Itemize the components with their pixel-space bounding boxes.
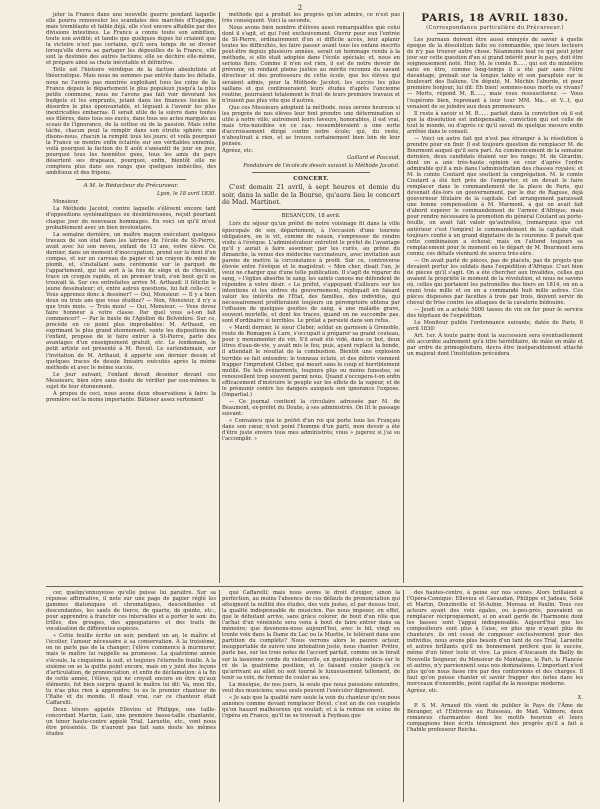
paragraph: — Ce journal contient la circulaire adressée par M. de Beaumont, ex-préfet du Doubs, à ses administrés. On lit le passage suivant: [222, 398, 400, 417]
separator [252, 172, 370, 173]
column-3 [407, 12, 583, 583]
paragraph: Art. 1er. À toute pairie dont la succession sera éventuellement été accordée autrement qu'à titre héréditaire, de mâle en mâle et par ordre de primogéniture, devra être inséparablement attaché un majorat dont l'institution précèdera [407, 333, 583, 358]
paragraph: que Caffarelli; mais nous avons le droit d'exiger, sinon la perfection, au moins l'absence de ces défauts de prononciation qui atteignent la nullité des études, des voix justes, et par dessus tout, la qualité indispensable de musicien. Pas nous imposer, en effet, que le débutant arrive, sans grâce colorer, de bout d'un rôle que l'achat d'un vénéniste sera venu à bout de faire entrer dans sa mémoire; que devenons-nous aujourd'hui, avec le bit, vingt ou trente voix dans la Dame du Lac ou la Muette, le tolérant dans une partition du complète? Nous verrons alors le pauvre acteur, insupportable de suivre une intonation juste, nous chanter: Prêtre, parle bas, sur les trois notes de l'accord parfait, comme on le ferait sur la lassionne corde du violoncelle, en quelquefois indécis sur le ré de la quatrième position, et le faisant couler jusqu'à ce qu'arrivant au sillet ou soit tourné le luxueusement tellement, de tenir sa voix, de former de couler au seu. [222, 590, 400, 681]
paragraph: jeter la France dans une nouvelle guerre pendant laquelle elle pourra renouveler les scandales des marchés d'Espagne, mais tremblante et faible déjà, elle s'est encore affaiblie par des divisions intestines. La France a connu toute son ambition, toute son avidité; et tandis que quelques dupes lui criaient que la victoire n'est pas certaine, qu'il sera temps de se diviser lorsqu'elle devra se partager les dépouilles de la France, elle suit la destinée des autres factions; elle se déchire elle-même, et prépare ainsi sa chute inévitable et définitive. [46, 12, 216, 67]
salutation: Monsieur, [53, 199, 80, 206]
paragraph: Le jour suivant, l'enfant devait dessiner devant ces Messieurs, bien sûrs sans doute de vérifier par eux-mêmes le sujet de leur étonnement. [46, 371, 216, 390]
paris-subheading: (Correspondance particulière du Précurseur.) [426, 25, 564, 31]
paragraph: — On avait parlé de pièces, pas de placets, pas de projets que devaient porter les soldats dans l'expédition d'Afrique. C'est bien de pièces qu'il s'agit. On a été chercher aux Invalides, celles qui avaient la propriété le moment de la révolution, et nous ne savons où, celles qui portaient les patronelles des hiers en 1814, on en a réuni trois mille et on en a commandé huit mille autres. Ces pièces disposées par facettes à trois par trois, doivent servir de cheval de frise contre les attaques de la cavalerie bédouine. [407, 257, 583, 307]
paragraph: Les journaux doivent être aussi ennuyés de savoir à quelle époque de la dissolution faite ou commandée, que leurs lecteurs de n'y pas trouver autre chose. Néanmoins tout ce qui peut jeter jour sur cette question d'un si grand intérêt pour le pays, doit être soigneusement noté. Hier, M. le comte B...... qui est du ministère sans en être, comme long-temps il a été pair sans l'être davantage, prenait sur la longue table et son parapluie sur le boulevart des Italiens. Un député, M. Méchin l'aborde, et pour première bonjour, lui dit: Eh bien! sommes-nous morts ou vivans? — Morts, répond M. B......, mais vous ressusciterez. — Vous l'espérons bien, reprenant à leur tour MM. Ma... et V...t, qui venaient de se joindre aux deux promeneurs. [407, 37, 583, 110]
separator [76, 179, 186, 180]
concert-text: C'est demain 21 avril, à sept heures et demie du soir, dans la salle de la Bourse, qu'aura lieu le concert de Mad. Martinet. [222, 183, 400, 207]
letter-heading: A M. le Rédacteur du Précurseur. [83, 183, 179, 190]
feuilleton-column-3 [407, 590, 583, 802]
column-1 [46, 12, 216, 583]
paragraph: Deux ténors appelés Elleviou et Philippe, une taille-concordant Martin, Lais, une première basse-taille chantante, un ténor haute-contre appelé Trial, Laruette, etc., vont nous être présentés. Ils n'auront pas fait sans doute les mêmes études [46, 706, 216, 738]
paragraph: Nous avons bien nombre d'élèves aussi remarquables que celui dont il s'agit, et qui l'ont exclusivement. Ouvrir pour eux l'entrée de St-Pierre, ordinairement d'un si difficile accès, leur aplanir toutes les difficultés, les faire passer avant tous les enfans inscrits peut-être depuis plusieurs années, serait un hommage rendu à la méthode, si elle était adoptée dans l'école spéciale; et, nous en serions fiers. Comme il n'en est rien, il est de notre devoir de prévenir, en rendant pleine justice au mérite reconnu du savant directeur et des professeurs de cette école, que les élèves qui seraient admis, pour la Méthode Jacotot, les succès les plus saillans et qui continueraient leurs études d'après l'ancienne routine, pourraient totalement le fruit de leurs premiers travaux et n'iraient pas plus vite que d'autres. [222, 25, 400, 104]
column-2 [222, 12, 400, 583]
paragraph: « Je sais que la qualité rare seule la voix du chanteur qu'on nous annonce comme devant remplacer Bevel, c'est un de ces couplets qu'on hasard malheureux qui voulait; et à la remise en scène de l'opéra en France, qu'il ne se trouvait à Feydeau que [222, 694, 400, 719]
paragraph: À propos de ceci, nous avons deux observations à faire: la première est la moins importante. Bâtisser assez vertement [46, 390, 216, 403]
paragraph: Le Moniteur publie l'ordonnance suivante, datée de Paris, 6 avril 1830: [407, 320, 583, 333]
besancon-dateline: BESANÇON, 18 avril. [281, 213, 341, 220]
signature-note: Fondateurs de l'école de dessin suivant la Méthode Jacotot. [243, 163, 400, 170]
paragraph: La semaine dernière, un maître maçon exécutant quelques travaux de son état dans les latrines de l'école de St-Pierre, avait avec lui son neveu, enfant de 13 ans, votre élève. Ce dernier, dans un moment d'inoccupation, prend sur la dent d'un compas, et sur un carreau de papier et un crayon de mine de plomb, et, s'installant sans cérémonie sur le parquet de l'appartement, qui lui sert à la fois de siège et de chevalet, trace un croquis rapide, et un premier trait, s'en bout qu'il se trouvait là. Sur ces entrefaites arrive M. Arthaud: il félicite le jeune dessinateur; et, entre autres questions, lui fait celle-ci: « Vous apprenez donc à dessiner? — Oui, Monsieur. — Il y a bien deux ou trois ans que vous étudiez? — Non, Monsieur, il n'y a que trois mois. — Trois mois! — Oui, Monsieur. — Vous devez faire honneur à votre classe. Par quel vous a-t-on fait commencer? — Par le buste de l'Apollon du Belvédère. Sur ce, procède en ce point plus improbables: M. Arthaud, en exprimant le plus grand étonnement, vante les dispositions de l'enfant, propose de le faire entrer à St-Pierre, parle des avantages d'un enseignement gratuit, etc. Le lendemain, le petit artiste est présenté à M. Revoil. Le surlendemain, sur l'invitation de M. Arthaud, il apporte son dernier dessin et quelques traces de dessin linéaire exécutés après la même méthode et avec le même succès. [46, 231, 216, 371]
separator [252, 209, 370, 210]
concert-heading: CONCERT. [293, 176, 329, 183]
paragraph: La Méthode Jacotot, contre laquelle s'élèvent encore tant d'oppositions systématiques ou désintéressées, reçoit pourtant chaque jour de nouveaux hommages. En voici un qu'il m'est probablement avec un bien involontaire. [46, 206, 216, 231]
paragraph: méthode qui a produit les progrès qu'on admire, ce n'est pas très conséquent. Voici la seconde. [222, 12, 400, 25]
paragraph: Il reste à savoir si M. B...... parlait dans la conviction où il est que la dissolution est indispensable, conviction qui est celle de tout le monde, ou d'après ce qu'il savait de quelque mesure enfin arrêtée dans le conseil. [407, 110, 583, 135]
paragraph: Que ces Messieurs adoptent la méthode, nous serons heureux si les progrès de nos élèves leur font prendre une détermination si utile à notre ville; autrement leurs faveurs, honorables, il est vrai, mais très-nuisibles en ce cas, ressembleraient à une sorte d'accroissement dirigé contre notre école; qui, du reste, n'aboutirait à rien, et se trouve certainement bien loin de leur pensée. [222, 104, 400, 147]
feuilleton-column-2 [222, 590, 400, 802]
paragraph: P. S. M. Arnaud fils vient de publier le Pays de l'Âme de Béranger, et l'Entrevue au Ruisseau, de Mad. Valmore, deux romances charmantes dont les motifs heureux et leurs compagnons bien écrits témoignent des progrès qu'il a fait à l'habile professeur Reicha. [407, 702, 583, 734]
paragraph: des hautes-contre, à peine sur nos scènes. Alors brillaient à l'Opéra-Comique: Elleviou et Gavaudan, Philippe et Jadeau, Solié et Martin, Donzinville et St-Aubin, Moreau et Paulin. Tous ces acteurs ayant des voix égales, ou à-peu-près, pouvaient se remplacer réciproquement, si on avait gardé de l'harmonie dont les basses sont l'appui indispensable. Aujourd'hui que les compositeurs sont plus à l'aise, en plus que n'ayant plus de chanteurs, ils ont cessé de composer exclusivement pour des individus, nous avons plus besoin d'un tant de ces Trial, Laruette et autres brillants qu'il ne bonnement préféré que le succès, même d'un ténor leste et vive. La pièce d'Aucassin du Bailly de Nouvelle Seigneur, du Monsieur de Montagne, le Pari, la Flancée et autres, n'y parviennent sous nos dominations. L'important n'est plus qu'on nous fasse rire par des contorsions et des charges. Il faut qu'on puisse chanter et savoir frapper des notes dans les morceaux d'ensemble, point capital de la musique moderne. [407, 590, 583, 687]
paragraph: cer, quelqu'ennuyeuse qu'elle puisse lui paraître. Sur sa réponse affirmative, il note sur une page de papier réglé les gammes diatoniques et chromatiques, descendantes et descendantes, les sauts de tierce, de quarte, de quinte, etc., pour apprendre à franchir ces intervalles et à porter le son: du trilles, des groupes, des appogiatures et des traits de vocalisation de différentes espèces. [46, 590, 216, 633]
paris-headline: PARIS, 18 AVRIL 1830. [421, 12, 569, 24]
paragraph: Telle est l'histoire véridique de la faction absolutiste et théocratique. Mais nous ne sommes pas entrés dans les détails, nous ne l'avons pas montrée exploitant tous les coins de la France depuis le département le plus populeux jusqu'à la plus petite commune, nous ne l'avons pas fait voir dévorant les budgets et les emprunts, jetant dans les finances locales le désordre le plus épouvantable, et léguant à l'avenir les plus inextricables embarras. Il serait utile de la suivre dans toutes ses filières, dans tous ses excès, dans tous ses actes marqués au sceau de l'ignorance, de la sottise ou de la passion. Mais cette tâche, chacun peut la remplir dans son étroite sphère; une disons-nous, chacun la remplit tous les jours; et voilà pourquoi la France se montre enfin éclairée sur ses véritables ennemis, voilà pourquoi la faction du 8 août s'anéantit de jour en jour, pourquoi tous les honnêtes gens, tous les amis du pays désertent ses drapeaux, pourquoi, enfin, bientôt elle ne comptera plus dans ses rangs que quelques imbéciles, des ambitieux et des fripons. [46, 67, 216, 177]
paragraph: — Jeudi on a acheté 5000 tasses de vin en fer pour le service des hôpitaux de l'expédition. [407, 307, 583, 320]
paragraph: « Cette feuille écrite un soir, pendant un an, le maître et l'écolier, l'amour nécessaire à sa conservation. À la troisième, on ne parle pas de la changer; l'élève commence à murmurer, mais le maître lui rappelle sa promesse. La quatrième année s'écoule, la cinquième la suit, et toujours l'éternelle feuille. A la sixième on se la quitte point encore, mais on y joint des leçons d'articulation, de prononciation, et enfin de déclamation: à la fin de cette année, l'élève, qui ne croyait encore en être qu'aux éléments, fut bien surpris quand le maître lui dit: Va, mon fils, tu n'as plus rien à apprendre; tu es le premier chanteur de l'Italie et du monde. Il disait vrai, car ce chanteur était Caffarelli. [46, 633, 216, 706]
paragraph: Lors du séjour qu'un préfet de notre voisinage fit dans la ville épiscopale de son département, à l'occasion d'une tournée obligatoire, on le vit, comme de raison, s'empresser de rendre visite à l'évêque. L'administrateur entretint le préfet de l'avantage qu'il y aurait à faire assonner, par les curés, au prône du dimanche, la venue des médecins vaccinateurs, avec invitation aux parens de mettre la circonstance à profit. Sur ce, controverse élevée entre l'évêque et le magistrat: « Mon cher, disait l'un, je veux ne charger que d'une telle publication. Il s'agit de réparer du sang, » l'église absorbe le sang; les saints canons me défendent de répondre à votre désir. » Le préfet, s'appuyant d'ailleurs sur les intentions et les ordres du gouvernement, répliquait en faisant valoir les intérêts de l'État, des familles, des individus, qui nécessairement profiteraient toujours un péremptoire obtenu par l'effusion de quelques gouttes de sang, à une maladie grave, souvent mortelle, et dont les traces, quand on ne succombe pas, sont d'ordinaire si terribles. Le prélat a persisté dans son refus. [222, 221, 400, 325]
column-divider [403, 590, 404, 802]
paragraph: « Mardi dernier, le sieur Cleber, soldat en garnison à Grenoble, route de Romagon à Lure, s'occupait à préparer sa grand couteau, pour y monumenter du vin. S'il avait été vidé, dans ce but, deux litres d'eau-de-vie, y avait mis le feu; puis, ayant replacé la bonde, il attendait le résultat de la combustion. Bientôt une explosion terrible se fait entendre; le tonneau éclate, et des débris viennent frapper l'imprudent Cléber, qui meurt sans le coup et horriblement mutilé. De tels événements, toujours plus ou moins funestes, se renouvellent trop souvent parmi nous. Quand s'occupera-t-on enfin efficacement d'instruire le peuple sur les effets de la vapeur, et de le prémunir contre les dangers auxquels son ignorance l'expose. (Impartial.) [222, 325, 400, 398]
letter-date: Lyon, le 18 avril 1830. [157, 191, 216, 198]
signature-names: Gaillard et Pascaud, [347, 155, 400, 162]
column-divider [219, 12, 220, 583]
feuilleton-rule [46, 586, 583, 587]
column-divider [219, 590, 220, 802]
paragraph: La musique, de nos jours, la seule que nous puissions entendre, veut des musiciens; sous seuls peuvent l'exécuter dignement. [222, 681, 400, 694]
signature-left: Agréez, etc. [222, 148, 254, 155]
separator [437, 33, 553, 34]
signature-initial: X. [577, 694, 583, 701]
paragraph: — Voici un autre fait qui n'est pas étranger à la résolution à prendre pour en finir. Il est toujours question de remplacer M. de Bourmont auquel qu'il sera part. Au commencement de la semaine dernière, deux candidats étaient sur les rangs; M. de Girardin, dont on a une très-haute opinion en cour d'après l'ordre admirable qu'il a mis dans l'administration des chasses royales; et M. le comte Coutard que soutient la congrégation. M. le comte Coutard a été fort près de l'emporter, et on devait le faire remplacer dans le commandement de la place de Paris, qui devenait dès-lors un gouvernement, par le duc de Raguse, déjà gouverneur titulaire de la capitale. Cet arrangement paraissait une bonne compensation à M. Marmont, à qui on avait fait d'abord espérer le commandement de l'armée d'Afrique; mais pour rendre nécessaire la promotion du général Coutard au porte-feuille, on avait fait valoir qu'autrefois, (remarquez que cet antérieur c'est l'empire) le commandement de la capitale était toujours confié à un grand dignitaire de la couronne. Il paraît que cette combinaison a échoué; mais on l'attend toujours sa remplacement pour le moment où le départ de M. Bourmont sera connu; ces détails viennent de source très-sûre. [407, 135, 583, 257]
page-number: 2 [297, 4, 303, 12]
column-divider [403, 12, 404, 583]
feuilleton-column-1 [46, 590, 216, 802]
signature-left: Agréez, etc. [407, 687, 439, 694]
paragraph: « Convaincu que le préfet d'un roi qui porte tous les Français dans son cœur, n'est point l'homme d'un parti, mon devoir a été d'être juste envers tous mes administrés; vous » jugerez si j'ai su l'accomplir. » [222, 417, 400, 443]
